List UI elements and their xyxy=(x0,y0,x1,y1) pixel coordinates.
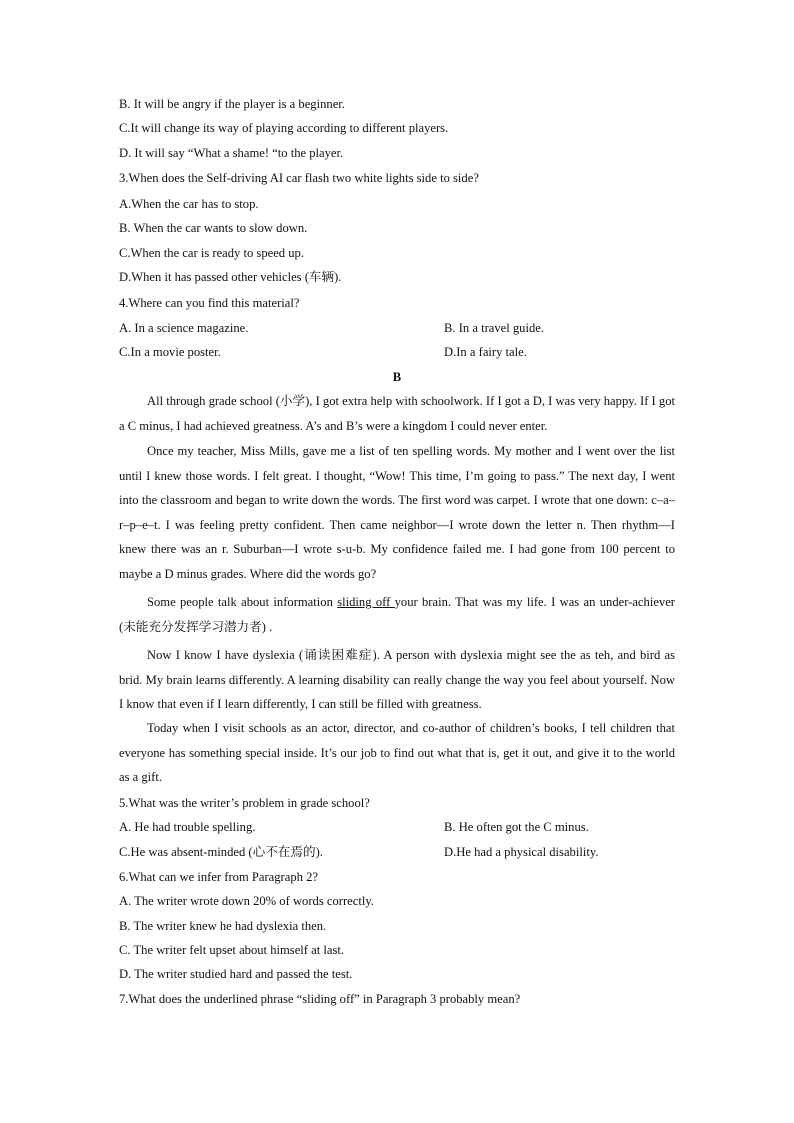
q6-option-b: B. The writer knew he had dyslexia then. xyxy=(119,919,327,933)
q2-option-b: B. It will be angry if the player is a beginner. xyxy=(119,97,345,111)
passage-paragraph-3 xyxy=(119,590,675,639)
underlined-phrase-sliding-off: sliding off xyxy=(337,595,395,609)
q3-option-d: D.When it has passed other vehicles (车辆). xyxy=(119,270,342,284)
q4-question: 4.Where can you find this material? xyxy=(119,296,300,310)
q5-question: 5.What was the writer’s problem in grade school? xyxy=(119,796,370,810)
q2-option-d: D. It will say “What a shame! “to the player. xyxy=(119,146,344,160)
passage-paragraph-2: Once my teacher, Miss Mills, gave me a list of ten spelling words. My mother and I went over the list until I knew those words. I felt great. I thought, “Wow! This time, I’m going to pass.” The next day, I went into the classroom and began to write down the words. The first word was carpet. I wrote that one down: c–a–r–p–e–t. I was feeling pretty confident. Then came neighbor—I wrote down the letter n. Then rhythm—I knew there was an r. Suburban—I wrote s-u-b. My confidence failed me. I had gone from 100 percent to maybe a D minus grades. Where did the words go? xyxy=(119,444,675,581)
passage-paragraph-1: All through grade school (小学), I got extra help with schoolwork. If I got a D, I was very happy. If I got a C minus, I had achieved greatness. A’s and B’s were a kingdom I could never enter. xyxy=(119,394,675,433)
q6-question: 6.What can we infer from Paragraph 2? xyxy=(119,870,318,884)
q4-option-d: D.In a fairy tale. xyxy=(444,345,527,359)
q3-option-c: C.When the car is ready to speed up. xyxy=(119,246,304,260)
q3-option-a: A.When the car has to stop. xyxy=(119,197,259,211)
q4-option-b: B. In a travel guide. xyxy=(444,321,545,335)
q4-option-a: A. In a science magazine. xyxy=(119,321,249,335)
q5-option-a: A. He had trouble spelling. xyxy=(119,820,256,834)
q4-option-c: C.In a movie poster. xyxy=(119,345,221,359)
passage-paragraph-5: Today when I visit schools as an actor, director, and co-author of children’s books, I tell children that everyone has something special inside. It’s our job to find out what that is, get it out, and give it to the world as a gift. xyxy=(119,721,675,784)
p3-text-after: your brain. That was my life. I was an under-achiever (未能充分发挥学习潜力者) . xyxy=(119,595,675,634)
q5-option-c: C.He was absent-minded (心不在焉的). xyxy=(119,845,323,859)
q5-option-d: D.He had a physical disability. xyxy=(444,845,599,859)
q3-question: 3.When does the Self-driving AI car flash two white lights side to side? xyxy=(119,171,479,185)
q6-option-c: C. The writer felt upset about himself at last. xyxy=(119,943,345,957)
q6-option-d: D. The writer studied hard and passed the test. xyxy=(119,967,353,981)
q3-option-b: B. When the car wants to slow down. xyxy=(119,221,308,235)
p3-text-before: Some people talk about information xyxy=(147,595,338,609)
q7-question: 7.What does the underlined phrase “sliding off” in Paragraph 3 probably mean? xyxy=(119,992,521,1006)
q2-option-c: C.It will change its way of playing according to different players. xyxy=(119,121,449,135)
q5-option-b: B. He often got the C minus. xyxy=(444,820,589,834)
section-b-heading: B xyxy=(392,370,402,384)
q6-option-a: A. The writer wrote down 20% of words correctly. xyxy=(119,894,374,908)
passage-paragraph-4: Now I know I have dyslexia (诵读困难症). A person with dyslexia might see the as teh, and bird as brid. My brain learns differently. A learning disability can really change the way you feel about yourself. Now I know that even if I learn differently, I can still be filled with greatness. xyxy=(119,648,675,711)
